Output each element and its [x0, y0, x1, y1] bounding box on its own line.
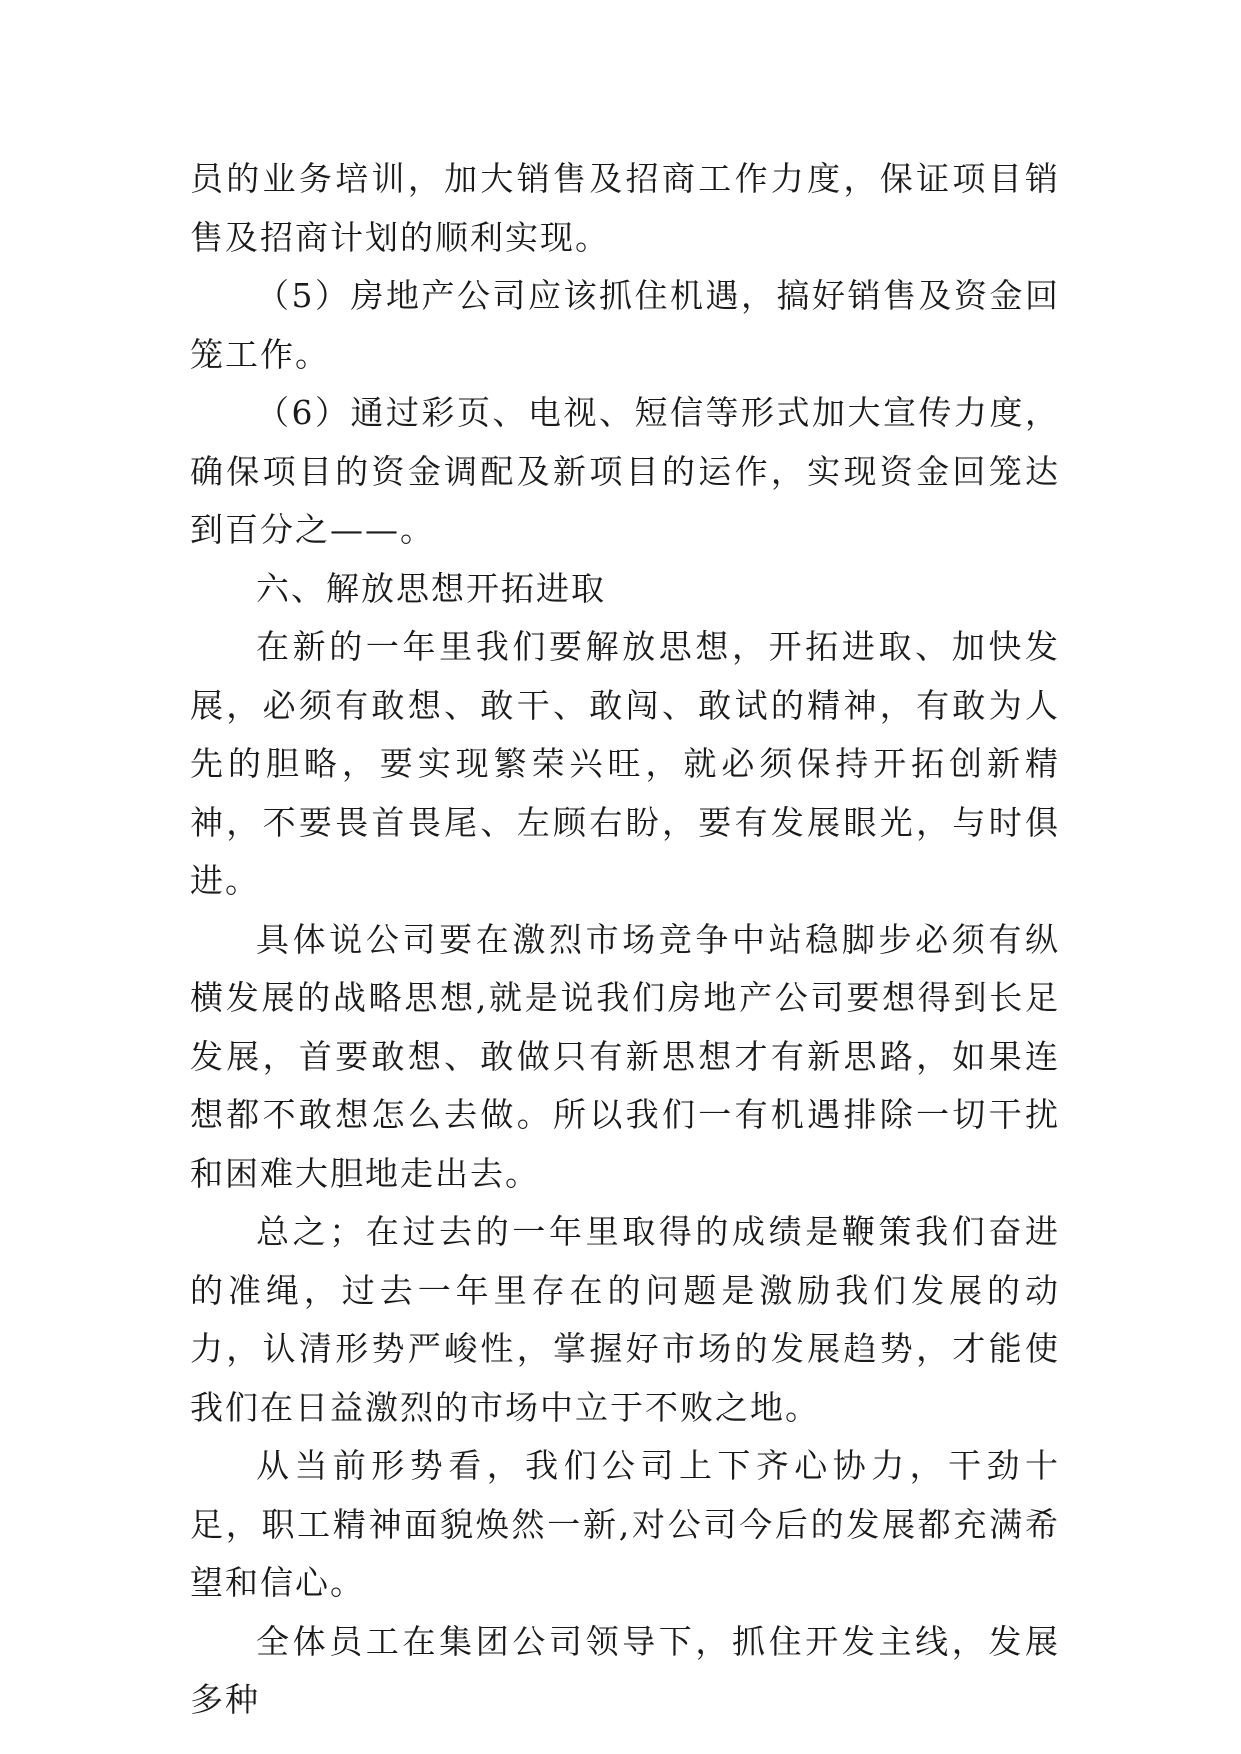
paragraph-summary: 总之；在过去的一年里取得的成绩是鞭策我们奋进的准绳，过去一年里存在的问题是激励我们发展的动力，认清形势严峻性，掌握好市场的发展趋势，才能使我们在日益激烈的市场中立于不败之地。 — [190, 1212, 1060, 1427]
paragraph-training-continuation: 员的业务培训，加大销售及招商工作力度，保证项目销售及招商计划的顺利实现。 — [190, 159, 1060, 257]
paragraph-current-situation: 从当前形势看，我们公司上下齐心协力，干劲十足，职工精神面貌焕然一新,对公司今后的发展都充满希望和信心。 — [190, 1446, 1060, 1602]
paragraph-all-staff: 全体员工在集团公司领导下，抓住开发主线，发展多种 — [190, 1621, 1060, 1719]
document-body — [190, 150, 1060, 1730]
section-heading-6: 六、解放思想开拓进取 — [256, 568, 606, 608]
paragraph-new-year: 在新的一年里我们要解放思想，开拓进取、加快发展，必须有敢想、敢干、敢闯、敢试的精神，有敢为人先的胆略，要实现繁荣兴旺，就必须保持开拓创新精神，不要畏首畏尾、左顾右盼，要有发展眼光，与时俱进。 — [190, 627, 1060, 900]
paragraph-item-6: （6）通过彩页、电视、短信等形式加大宣传力度，确保项目的资金调配及新项目的运作，实现资金回笼达到百分之——。 — [190, 393, 1060, 549]
paragraph-strategy: 具体说公司要在激烈市场竞争中站稳脚步必须有纵横发展的战略思想,就是说我们房地产公司要想得到长足发展，首要敢想、敢做只有新思想才有新思路，如果连想都不敢想怎么去做。所以我们一有机遇排除一切干扰和困难大胆地走出去。 — [190, 919, 1060, 1193]
paragraph-item-5: （5）房地产公司应该抓住机遇，搞好销售及资金回笼工作。 — [190, 276, 1060, 374]
